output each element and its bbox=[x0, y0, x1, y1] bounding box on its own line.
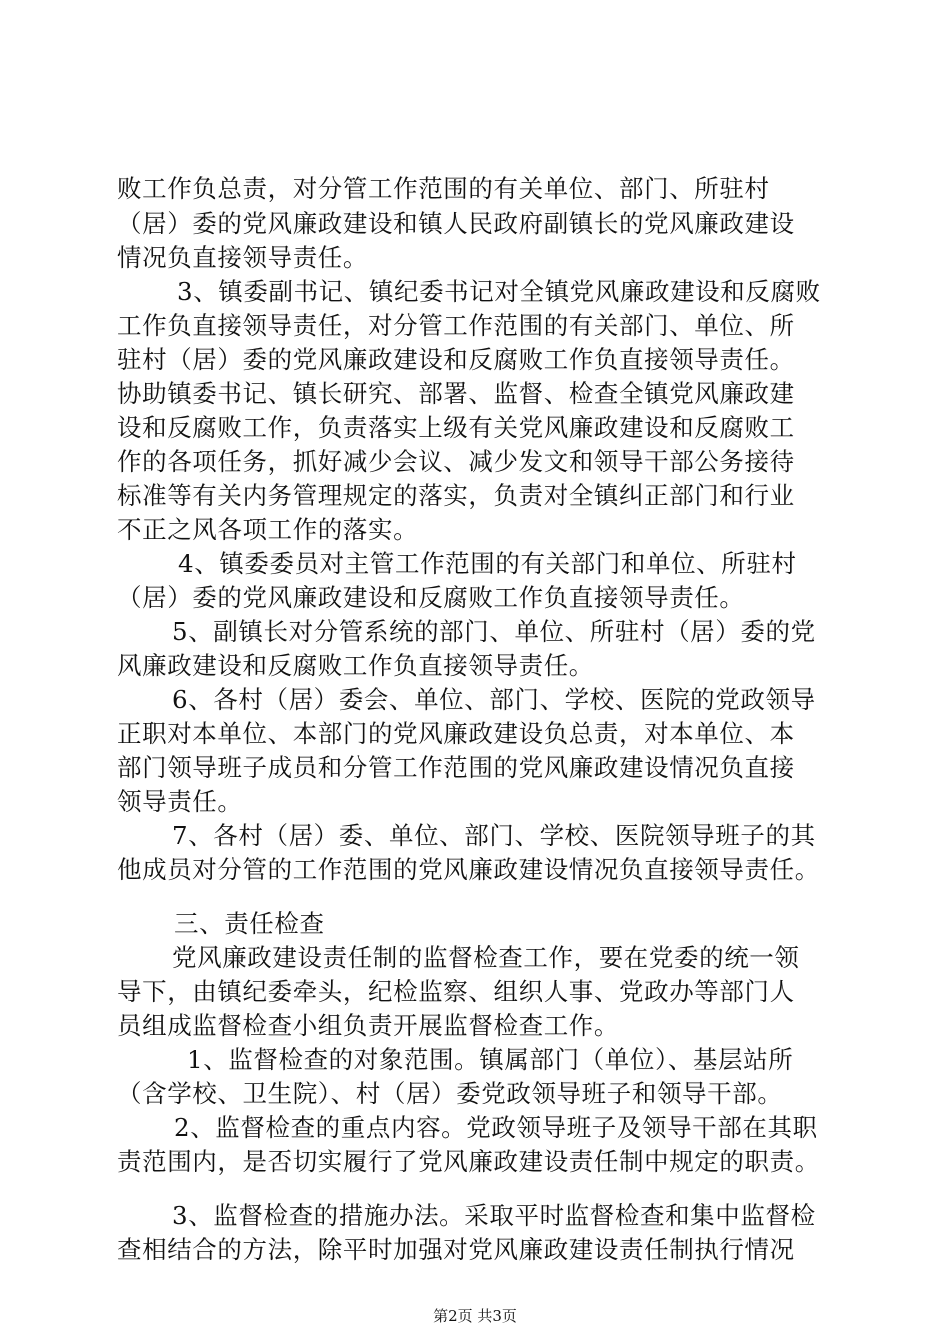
text-line: 1、监督检查的对象范围。镇属部门（单位）、基层站所 bbox=[187, 1045, 794, 1074]
text-line: （含学校、卫生院）、村（居）委党政领导班子和领导干部。 bbox=[117, 1079, 783, 1108]
text-line: 工作负直接领导责任，对分管工作范围的有关部门、单位、所 bbox=[117, 311, 795, 340]
section-heading: 三、责任检查 bbox=[174, 909, 325, 938]
text-line: 他成员对分管的工作范围的党风廉政建设情况负直接领导责任。 bbox=[117, 855, 820, 884]
text-line: 败工作负总责，对分管工作范围的有关单位、部门、所驻村 bbox=[117, 174, 770, 203]
text-line: 6、各村（居）委会、单位、部门、学校、医院的党政领导 bbox=[172, 685, 816, 714]
text-line: 员组成监督检查小组负责开展监督检查工作。 bbox=[117, 1011, 619, 1040]
text-line: 标准等有关内务管理规定的落实，负责对全镇纠正部门和行业 bbox=[117, 481, 795, 510]
text-line: 4、镇委委员对主管工作范围的有关部门和单位、所驻村 bbox=[178, 549, 797, 578]
text-line: （居）委的党风廉政建设和镇人民政府副镇长的党风廉政建设 bbox=[117, 209, 795, 238]
text-line: 协助镇委书记、镇长研究、部署、监督、检查全镇党风廉政建 bbox=[117, 379, 795, 408]
text-line: 领导责任。 bbox=[117, 787, 243, 816]
text-line: 部门领导班子成员和分管工作范围的党风廉政建设情况负直接 bbox=[117, 753, 795, 782]
text-line: 党风廉政建设责任制的监督检查工作，要在党委的统一领 bbox=[172, 943, 800, 972]
text-line: 驻村（居）委的党风廉政建设和反腐败工作负直接领导责任。 bbox=[117, 345, 795, 374]
text-line: 7、各村（居）委、单位、部门、学校、医院领导班子的其 bbox=[172, 821, 816, 850]
text-line: 3、监督检查的措施办法。采取平时监督检查和集中监督检 bbox=[172, 1201, 816, 1230]
text-line: 设和反腐败工作，负责落实上级有关党风廉政建设和反腐败工 bbox=[117, 413, 795, 442]
text-line: 3、镇委副书记、镇纪委书记对全镇党风廉政建设和反腐败 bbox=[177, 277, 821, 306]
text-line: 情况负直接领导责任。 bbox=[117, 243, 368, 272]
text-line: 导下，由镇纪委牵头，纪检监察、组织人事、党政办等部门人 bbox=[117, 977, 795, 1006]
text-line: 2、监督检查的重点内容。党政领导班子及领导干部在其职 bbox=[174, 1113, 818, 1142]
text-line: 责范围内，是否切实履行了党风廉政建设责任制中规定的职责。 bbox=[117, 1147, 820, 1176]
page-number-footer: 第2页 共3页 bbox=[433, 1307, 517, 1325]
text-line: 作的各项任务，抓好减少会议、减少发文和领导干部公务接待 bbox=[117, 447, 795, 476]
text-line: 不正之风各项工作的落实。 bbox=[117, 515, 419, 544]
text-line: 查相结合的方法，除平时加强对党风廉政建设责任制执行情况 bbox=[117, 1235, 795, 1264]
text-line: 5、副镇长对分管系统的部门、单位、所驻村（居）委的党 bbox=[172, 617, 816, 646]
text-line: 风廉政建设和反腐败工作负直接领导责任。 bbox=[117, 651, 594, 680]
text-line: （居）委的党风廉政建设和反腐败工作负直接领导责任。 bbox=[117, 583, 745, 612]
text-line: 正职对本单位、本部门的党风廉政建设负总责，对本单位、本 bbox=[117, 719, 795, 748]
